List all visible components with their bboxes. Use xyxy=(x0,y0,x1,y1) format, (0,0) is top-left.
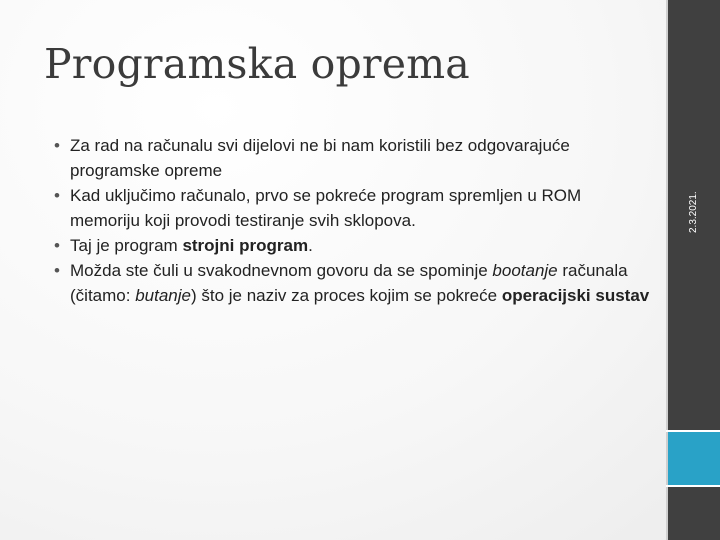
bullet-item xyxy=(50,258,650,308)
bullet-text-segment: operacijski sustav xyxy=(501,286,650,305)
accent-block xyxy=(668,432,720,485)
bullet-text-segment: butanje xyxy=(135,286,191,305)
bullet-list xyxy=(50,133,650,308)
bullet-dot: • xyxy=(54,186,60,205)
bullet-text-segment: Kad uključimo računalo, prvo se pokreće program spremljen u ROM memoriju koji provodi testiranje svih sklopova. xyxy=(70,186,582,230)
bullet-text-segment: . xyxy=(308,236,313,255)
bullet-item xyxy=(50,183,650,233)
bullet-dot: • xyxy=(54,261,60,280)
bullet-text-segment: ) što je naziv za proces kojim se pokreće xyxy=(190,286,502,305)
bullet-text-segment: bootanje xyxy=(492,261,558,280)
accent-bottom-border xyxy=(666,485,720,487)
bullet-text-segment: Za rad na računalu svi dijelovi ne bi nam koristili bez odgovarajuće programske opreme xyxy=(70,136,570,180)
bullet-dot: • xyxy=(54,136,60,155)
bullet-item xyxy=(50,233,650,258)
slide-title: Programska oprema xyxy=(44,40,470,88)
bullet-item xyxy=(50,133,650,183)
bullet-text-segment: strojni program xyxy=(182,236,309,255)
bullet-text-segment: Taj je program xyxy=(70,236,183,255)
bullet-text-segment: Možda ste čuli u svakodnevnom govoru da se spominje xyxy=(70,261,493,280)
bullet-dot: • xyxy=(54,236,60,255)
slide-date: 2.3.2021. xyxy=(688,191,699,233)
bullet-text-segment: računala (čitamo: xyxy=(70,261,628,305)
